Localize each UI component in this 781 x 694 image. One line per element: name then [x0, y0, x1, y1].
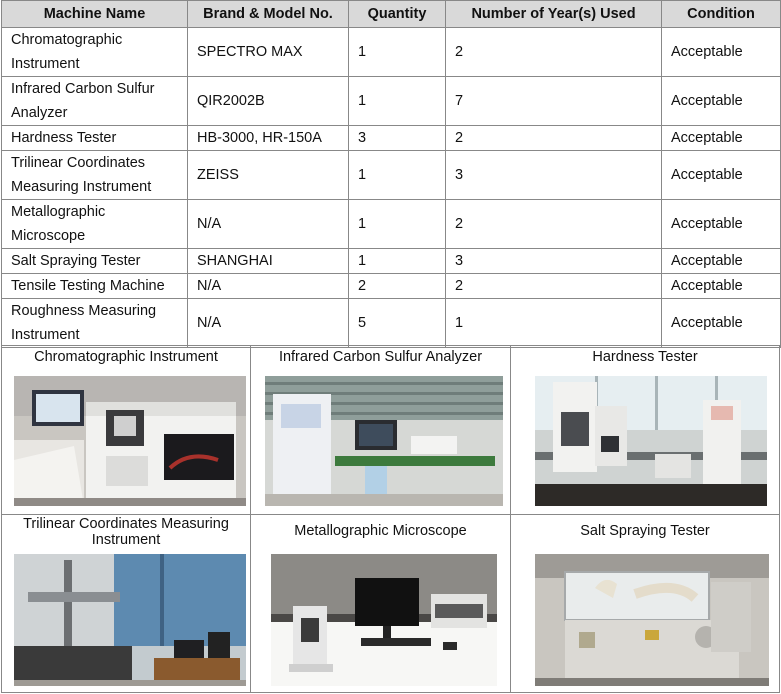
- photo-caption: Metallographic Microscope: [294, 523, 467, 539]
- condition: Acceptable: [662, 249, 781, 274]
- brand-model: SHANGHAI: [188, 249, 349, 274]
- table-header-row: [2, 1, 781, 28]
- condition: Acceptable: [662, 77, 781, 126]
- table-row: [2, 151, 781, 200]
- machine-name: Roughness Measuring Instrument: [2, 299, 188, 348]
- brand-model: ZEISS: [188, 151, 349, 200]
- brand-model: N/A: [188, 200, 349, 249]
- quantity: 1: [349, 249, 446, 274]
- analyzer-photo: [265, 376, 503, 506]
- machine-name: Trilinear Coordinates Measuring Instrument: [2, 151, 188, 200]
- photo-caption: Hardness Tester: [592, 349, 698, 365]
- years-used: 2: [446, 126, 662, 151]
- header-years-used: Number of Year(s) Used: [446, 1, 662, 28]
- table-row: [2, 299, 781, 348]
- years-used: 2: [446, 28, 662, 77]
- condition: Acceptable: [662, 200, 781, 249]
- quantity: 3: [349, 126, 446, 151]
- brand-model: SPECTRO MAX: [188, 28, 349, 77]
- machine-name: Tensile Testing Machine: [2, 274, 188, 299]
- quantity: 1: [349, 77, 446, 126]
- hardness-tester-photo: [535, 376, 767, 506]
- condition: Acceptable: [662, 126, 781, 151]
- machine-name: Hardness Tester: [2, 126, 188, 151]
- years-used: 2: [446, 200, 662, 249]
- condition: Acceptable: [662, 151, 781, 200]
- photo-caption: Infrared Carbon Sulfur Analyzer: [278, 349, 483, 365]
- quantity: 5: [349, 299, 446, 348]
- brand-model: HB-3000, HR-150A: [188, 126, 349, 151]
- cmm-photo: [14, 554, 246, 686]
- quantity: 1: [349, 28, 446, 77]
- table-row: [2, 28, 781, 77]
- machine-name: Chromatographic Instrument: [2, 28, 188, 77]
- years-used: 2: [446, 274, 662, 299]
- table-row: [2, 200, 781, 249]
- years-used: 3: [446, 151, 662, 200]
- photo-cell-hardness: [510, 345, 780, 515]
- photo-grid: [1, 345, 780, 693]
- machine-name: Salt Spraying Tester: [2, 249, 188, 274]
- photo-cell-analyzer: [250, 345, 511, 515]
- condition: Acceptable: [662, 28, 781, 77]
- brand-model: N/A: [188, 299, 349, 348]
- years-used: 3: [446, 249, 662, 274]
- machine-name: Metallographic Microscope: [2, 200, 188, 249]
- years-used: 7: [446, 77, 662, 126]
- machine-name: Infrared Carbon Sulfur Analyzer: [2, 77, 188, 126]
- brand-model: QIR2002B: [188, 77, 349, 126]
- spectrometer-photo: [14, 376, 246, 506]
- photo-cell-microscope: [250, 514, 511, 693]
- table-row: [2, 77, 781, 126]
- quantity: 2: [349, 274, 446, 299]
- quantity: 1: [349, 151, 446, 200]
- table-row: [2, 126, 781, 151]
- photo-cell-chromatographic: [1, 345, 251, 515]
- table-row: [2, 274, 781, 299]
- header-quantity: Quantity: [349, 1, 446, 28]
- salt-spray-photo: [535, 554, 769, 686]
- condition: Acceptable: [662, 274, 781, 299]
- brand-model: N/A: [188, 274, 349, 299]
- photo-cell-salt-spray: [510, 514, 780, 693]
- photo-caption: Salt Spraying Tester: [580, 523, 710, 539]
- photo-caption: Chromatographic Instrument: [34, 349, 218, 365]
- photo-cell-cmm: [1, 514, 251, 693]
- equipment-table: [1, 0, 781, 348]
- condition: Acceptable: [662, 299, 781, 348]
- microscope-photo: [271, 554, 497, 686]
- table-row: [2, 249, 781, 274]
- header-condition: Condition: [662, 1, 781, 28]
- quantity: 1: [349, 200, 446, 249]
- years-used: 1: [446, 299, 662, 348]
- photo-caption: Trilinear Coordinates Measuring Instrument: [23, 516, 229, 548]
- header-brand-model: Brand & Model No.: [188, 1, 349, 28]
- header-machine-name: Machine Name: [2, 1, 188, 28]
